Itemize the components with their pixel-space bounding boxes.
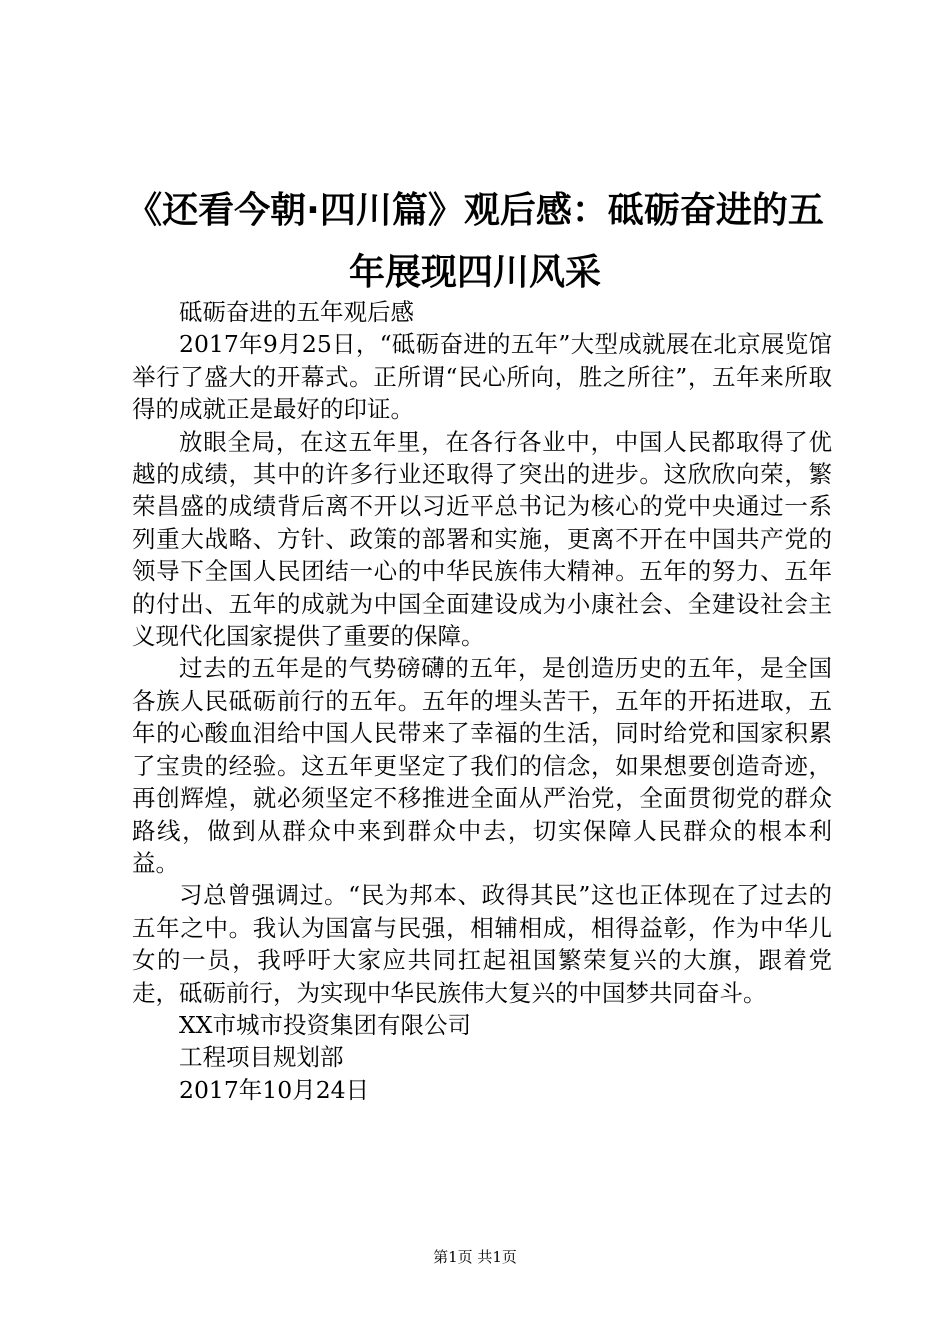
document-body [132,296,832,1106]
signature-department: 工程项目规划部 [179,1043,344,1072]
body-paragraph: 2017年9月25日，“砥砺奋进的五年”大型成就展在北京展览馆举行了盛大的开幕式。正所谓“民心所向，胜之所往”，五年来所取得的成就正是最好的印证。 [132,330,832,424]
signature-date: 2017年10月24日 [179,1075,370,1104]
document-title: 《还看今朝·四川篇》观后感：砥砺奋进的五年展现四川风采 [126,190,824,293]
subtitle-line: 砥砺奋进的五年观后感 [179,298,414,326]
body-paragraph: 过去的五年是的气势磅礴的五年，是创造历史的五年，是全国各族人民砥砺前行的五年。五年的埋头苦干，五年的开拓进取，五年的心酸血泪给中国人民带来了幸福的生活，同时给党和国家积累了宝贵的经验。这五年更坚定了我们的信念，如果想要创造奇迹，再创辉煌，就必须坚定不移推进全面从严治党，全面贯彻党的群众路线，做到从群众中来到群众中去，切实保障人民群众的根本利益。 [132,654,832,877]
signature-organization: XX市城市投资集团有限公司 [179,1010,471,1039]
page-number-footer: 第1页 共1页 [433,1248,517,1266]
body-paragraph: 习总曾强调过。“民为邦本、政得其民”这也正体现在了过去的五年之中。我认为国富与民强，相辅相成，相得益彰，作为中华儿女的一员，我呼吁大家应共同扛起祖国繁荣复兴的大旗，跟着党走，砥砺前行，为实现中华民族伟大复兴的中国梦共同奋斗。 [132,881,832,1007]
body-paragraph: 放眼全局，在这五年里，在各行各业中，中国人民都取得了优越的成绩，其中的许多行业还取得了突出的进步。这欣欣向荣，繁荣昌盛的成绩背后离不开以习近平总书记为核心的党中央通过一系列重大战略、方针、政策的部署和实施，更离不开在中国共产党的领导下全国人民团结一心的中华民族伟大精神。五年的努力、五年的付出、五年的成就为中国全面建设成为小康社会、全建设社会主义现代化国家提供了重要的保障。 [132,427,832,651]
